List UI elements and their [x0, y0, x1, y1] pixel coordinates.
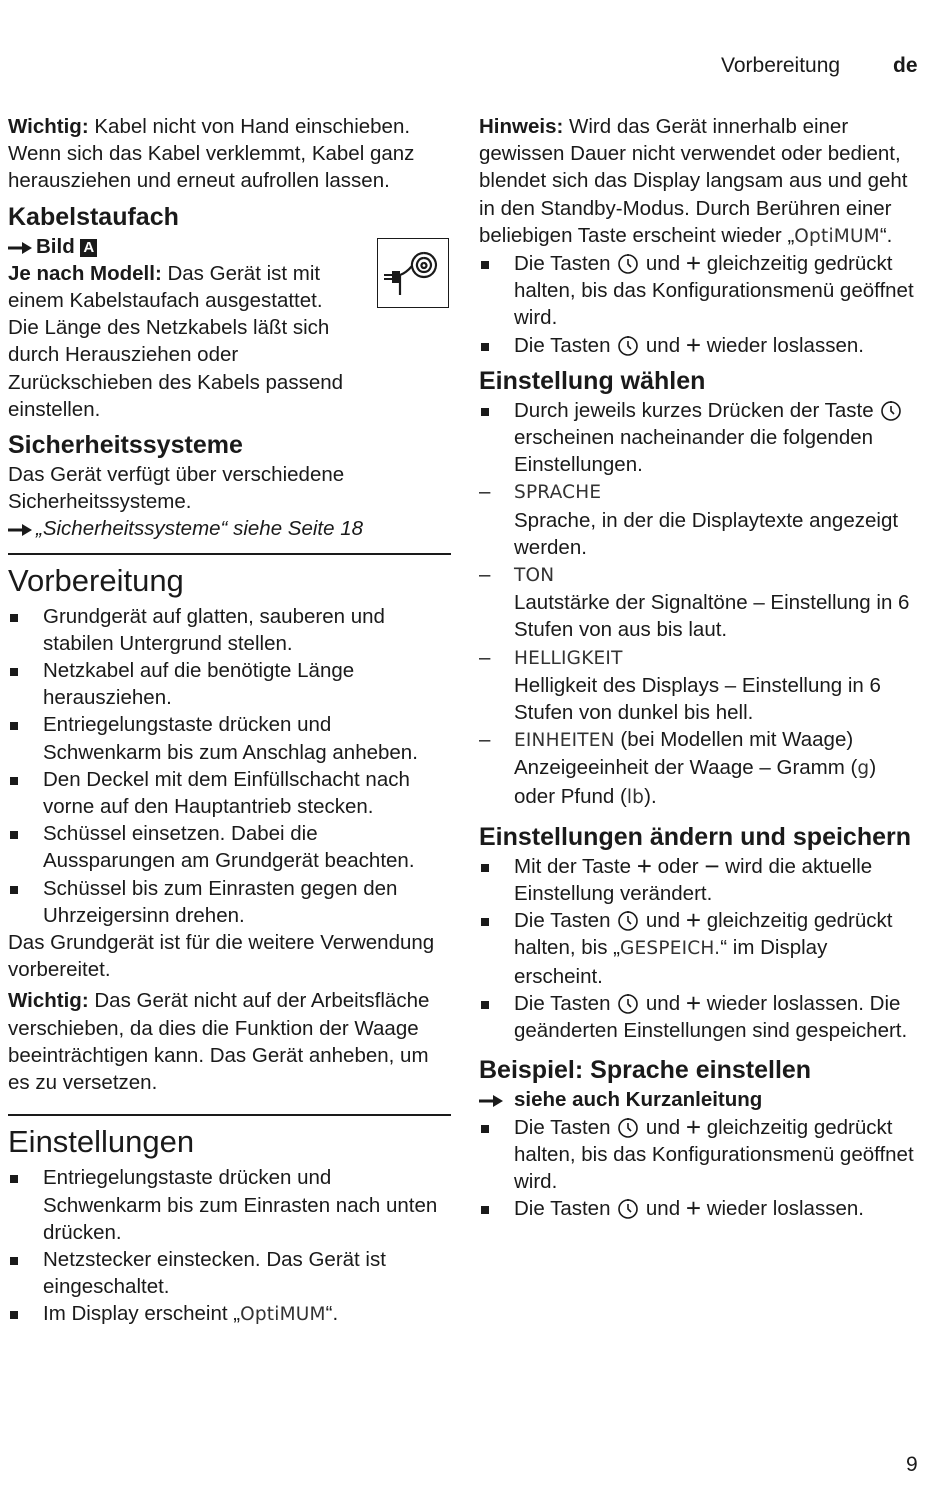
page-number: 9: [906, 1453, 918, 1476]
left-column: [8, 113, 451, 1329]
display-text: HELLIGKEIT: [514, 647, 623, 669]
heading-einstellung-waehlen: Einstellung wählen: [479, 366, 706, 395]
display-text: OptiMUM: [240, 1304, 326, 1326]
list-item: Netzkabel auf die benötigte Länge herausziehen.: [8, 657, 451, 711]
vorbereitung-result: Das Grundgerät ist für die weitere Verwendung vorbereitet.: [8, 931, 435, 982]
list-item: Die Tasten und + wieder loslassen. Die geänderten Einstellungen sind gespeichert.: [479, 990, 919, 1044]
section-title: Vorbereitung: [721, 54, 841, 77]
heading-einstellungen: Einstellungen: [8, 1124, 195, 1160]
plus-icon: +: [636, 850, 652, 881]
list-item: Die Tasten und + gleichzeitig gedrückt halten, bis das Konfigurationsmenü geöffnet wird.: [479, 250, 919, 332]
option-item: – SPRACHE Sprache, in der die Displaytexte angezeigt werden.: [479, 478, 919, 561]
plus-icon: +: [685, 1111, 701, 1142]
beispiel-reference: siehe auch Kurzanleitung: [479, 1086, 919, 1113]
page-header: [0, 54, 950, 84]
plus-icon: +: [685, 1193, 701, 1224]
list-item: Mit der Taste + oder − wird die aktuelle Einstellung verändert.: [479, 853, 919, 907]
display-text: OptiMUM: [794, 225, 880, 247]
sicher-reference: „Sicherheitssysteme“ siehe Seite 18: [8, 515, 451, 542]
list-item: Entriegelungstaste drücken und Schwenkarm bis zum Anschlag anheben.: [8, 711, 451, 765]
hinweis-note: Hinweis: Wird das Gerät innerhalb einer gewissen Dauer nicht verwendet oder bedient, blendet sich das Display langsam aus und geht in den Standby-Modus. Durch Berühren einer beliebigen Taste erscheint wieder „OptiMUM“.: [479, 115, 908, 247]
list-item: Netzstecker einstecken. Das Gerät ist eingeschaltet.: [8, 1246, 451, 1300]
list-item: Die Tasten und + wieder loslassen.: [479, 332, 919, 359]
list-item: Den Deckel mit dem Einfüllschacht nach vorne auf den Hauptantrieb stecken.: [8, 766, 451, 820]
display-text: TON: [514, 565, 555, 587]
option-item: – TON Lautstärke der Signaltöne – Einstellung in 6 Stufen von aus bis laut.: [479, 561, 919, 644]
list-item: Entriegelungstaste drücken und Schwenkarm bis zum Einrasten nach unten drücken.: [8, 1164, 451, 1246]
wichtig-note-cable: Wichtig: Kabel nicht von Hand einschieben. Wenn sich das Kabel verklemmt, Kabel ganz herausziehen und erneut aufrollen lassen.: [8, 115, 415, 193]
waehlen-list: [479, 397, 919, 479]
arrow-right-icon: [479, 1086, 514, 1113]
option-item: – EINHEITEN (bei Modellen mit Waage) Anzeigeeinheit der Waage – Gramm (g) oder Pfund (lb).: [479, 726, 919, 811]
section-divider: [8, 553, 451, 603]
timer-icon: [616, 252, 640, 274]
einstellungen-list: [8, 1164, 451, 1328]
aendern-list: [479, 850, 919, 1044]
figure-letter-badge: A: [80, 239, 97, 257]
arrow-right-icon: [8, 515, 36, 542]
vorbereitung-list: [8, 603, 451, 929]
timer-icon: [616, 909, 640, 931]
display-text: GESPEICH.: [619, 938, 721, 960]
options-list: [479, 478, 919, 810]
plus-icon: +: [685, 905, 701, 936]
section-divider: [8, 1114, 451, 1164]
plus-icon: +: [685, 248, 701, 279]
wichtig-note-waage: Wichtig: Das Gerät nicht auf der Arbeitsfläche verschieben, da dies die Funktion der Waage beeinträchtigen kann. Das Gerät anheben, um es zu versetzen.: [8, 989, 430, 1095]
plus-icon: +: [685, 987, 701, 1018]
display-text: SPRACHE: [514, 482, 602, 504]
heading-sicherheitssysteme: Sicherheitssysteme: [8, 431, 243, 460]
timer-icon: [616, 992, 640, 1014]
list-item: Grundgerät auf glatten, sauberen und stabilen Untergrund stellen.: [8, 603, 451, 657]
figure-reference: Bild A: [8, 233, 451, 260]
minus-icon: −: [704, 850, 720, 881]
list-item: Die Tasten und + gleichzeitig gedrückt halten, bis das Konfigurationsmenü geöffnet wird.: [479, 1114, 919, 1196]
beispiel-list: [479, 1111, 919, 1224]
option-item: – HELLIGKEIT Helligkeit des Displays – Einstellung in 6 Stufen von dunkel bis hell.: [479, 644, 919, 727]
hinweis-steps: [479, 250, 919, 359]
timer-icon: [616, 1197, 640, 1219]
list-item: Schüssel einsetzen. Dabei die Aussparungen am Grundgerät beachten.: [8, 820, 451, 874]
timer-icon: [616, 1116, 640, 1138]
language-code: de: [893, 54, 918, 77]
right-column: [479, 113, 919, 1222]
kabel-model-text: Je nach Modell: Das Gerät ist mit einem Kabelstaufach ausgestattet. Die Länge des Netzkabels läßt sich durch Herausziehen oder Zurückschieben des Kabels passend einstellen.: [8, 261, 344, 421]
heading-kabelstaufach: Kabelstaufach: [8, 202, 179, 231]
list-item: Die Tasten und + gleichzeitig gedrückt halten, bis „GESPEICH.“ im Display erscheint.: [479, 907, 919, 990]
list-item: Im Display erscheint „OptiMUM“.: [8, 1300, 451, 1328]
display-text: EINHEITEN: [514, 730, 615, 752]
heading-vorbereitung: Vorbereitung: [8, 562, 184, 598]
heading-beispiel: Beispiel: Sprache einstellen: [479, 1056, 812, 1085]
timer-icon: [879, 399, 903, 421]
heading-einstellungen-aendern: Einstellungen ändern und speichern: [479, 822, 912, 851]
plus-icon: +: [685, 329, 701, 360]
list-item: Durch jeweils kurzes Drücken der Taste erscheinen nacheinander die folgenden Einstellungen.: [479, 397, 919, 479]
arrow-right-icon: [8, 233, 36, 260]
timer-icon: [616, 334, 640, 356]
sicher-text: Das Gerät verfügt über verschiedene Sicherheitssysteme.: [8, 463, 345, 514]
list-item: Die Tasten und + wieder loslassen.: [479, 1195, 919, 1222]
list-item: Schüssel bis zum Einrasten gegen den Uhrzeigersinn drehen.: [8, 875, 451, 929]
